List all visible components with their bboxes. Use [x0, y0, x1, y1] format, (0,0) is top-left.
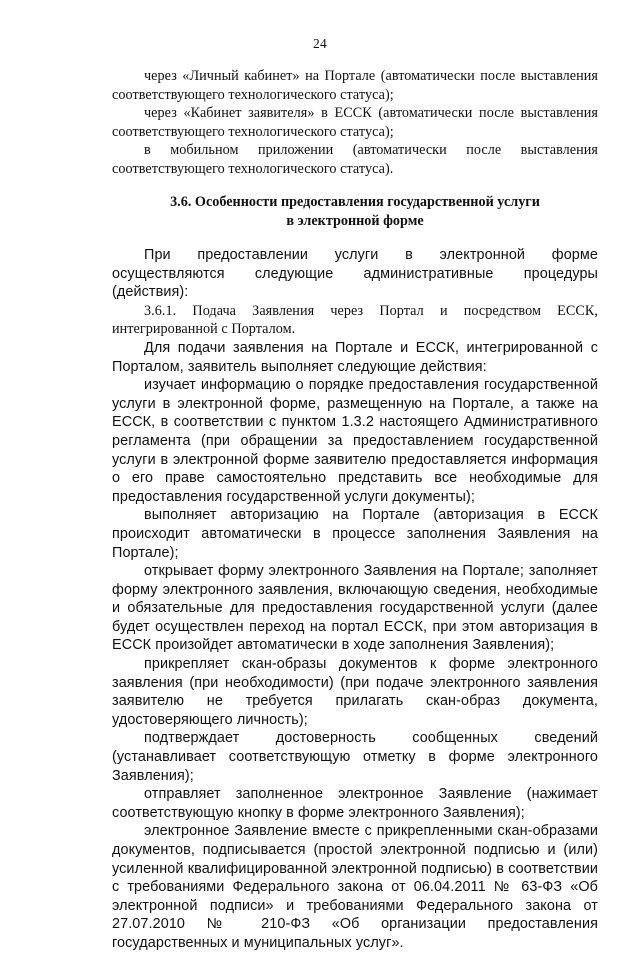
delivery-channels-list	[112, 67, 598, 179]
section-body	[112, 246, 598, 953]
paragraph: электронное Заявление вместе с прикрепленными скан-образами документов, подписывается (простой электронной подписью и (или) усиленной квалифицированной электронной подписью) в соответствии с требованиями Федерального закона от 06.04.2011 № 63-ФЗ «Об электронной подписи» и требованиями Федерального закона от 27.07.2010 № 210-ФЗ «Об организации предоставления государственных и муниципальных услуг».	[112, 823, 598, 951]
paragraph: изучает информацию о порядке предоставления государственной услуги в электронной форме, размещенную на Портале, а также на ЕССК, в соответствии с пунктом 1.3.2 настоящего Административного регламента (при обращении за предоставлением государственной услуги в электронной форме заявителю предоставляется информация о его праве самостоятельно представить все необходимые для предоставления государственной услуги документы);	[112, 377, 598, 505]
section-heading-line: 3.6. Особенности предоставления государственной услуги	[170, 194, 540, 210]
section-heading-line: в электронной форме	[286, 213, 424, 229]
list-item: через «Личный кабинет» на Портале (автоматически после выставления соответствующего технологического статуса);	[112, 68, 598, 103]
page-number: 24	[313, 36, 327, 51]
paragraph: отправляет заполненное электронное Заявление (нажимает соответствующую кнопку в форме электронного Заявления);	[112, 786, 598, 821]
section-heading	[112, 193, 598, 231]
paragraph: Для подачи заявления на Портале и ЕССК, интегрированной с Порталом, заявитель выполняет следующие действия:	[112, 339, 598, 375]
list-item: в мобильном приложении (автоматически после выставления соответствующего технологического статуса).	[112, 142, 598, 177]
paragraph: выполняет авторизацию на Портале (авторизация в ЕССК происходит автоматически в процессе заполнения Заявления на Портале);	[112, 507, 598, 561]
paragraph: подтверждает достоверность сообщенных сведений (устанавливает соответствующую отметку в форме электронного Заявления);	[112, 730, 598, 784]
paragraph: открывает форму электронного Заявления на Портале; заполняет форму электронного заявления, включающую сведения, необходимые и обязательные для предоставления государственной услуги (далее будет осуществлен переход на портал ЕССК, при этом авторизация в ЕССК произойдет автоматически в ходе заполнения Заявления);	[112, 563, 598, 654]
paragraph: 3.6.1. Подача Заявления через Портал и посредством ЕССК, интегрированной с Порталом.	[112, 302, 598, 338]
paragraph: При предоставлении услуги в электронной форме осуществляются следующие административные процедуры (действия):	[112, 247, 598, 301]
list-item: через «Кабинет заявителя» в ЕССК (автоматически после выставления соответствующего технологического статуса);	[112, 105, 598, 140]
paragraph: прикрепляет скан-образы документов к форме электронного заявления (при необходимости) (при подаче электронного заявления заявителю не требуется прилагать скан-образ документа, удостоверяющего личность);	[112, 656, 598, 728]
